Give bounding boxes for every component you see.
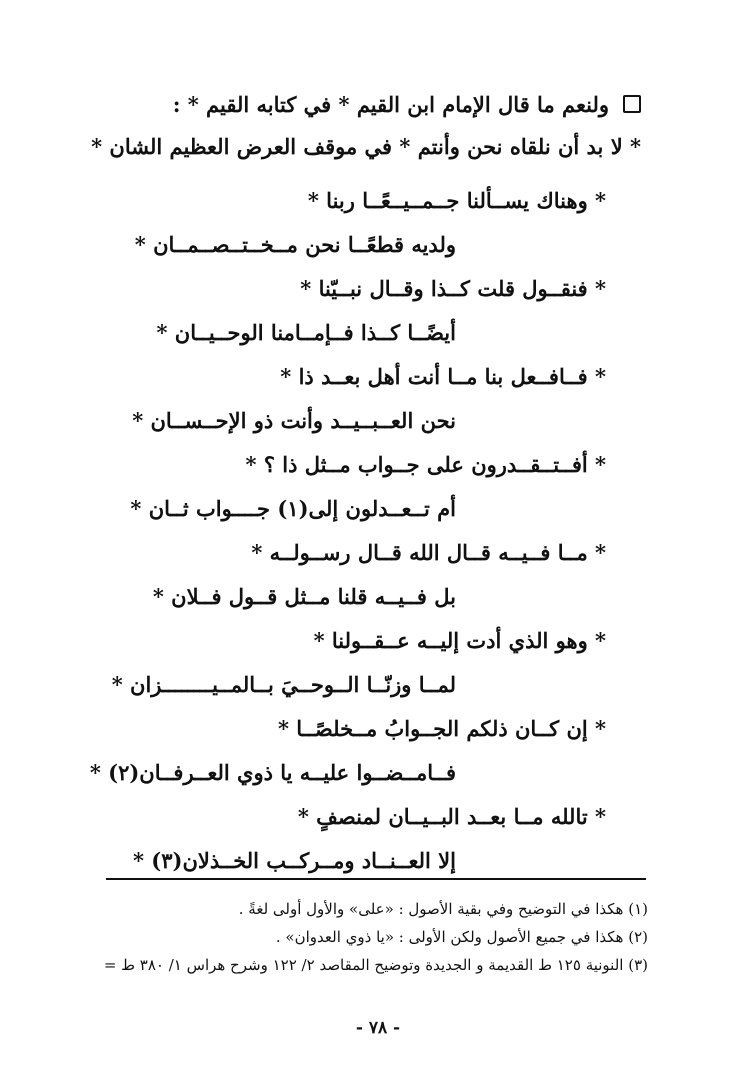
verse-line: * مــا فــيــه قــال الله قــال رســولــه * [251,540,606,565]
verse-line: * تالله مــا بعــد البــيــان لمنصفٍ * [297,804,606,829]
verse-line: * فــافــعل بنا مــا أنت أهل بعــد ذا * [280,364,606,389]
verse-line: أم تــعــدلون إلى(١) جــــواب ثــان * [130,496,456,521]
verse-line: أيضًــا كــذا فــإمــامنا الوحــيــان * [156,320,456,345]
verse-line: فــامــضــوا عليــه يا ذوي العــرفــان(٢) * [89,760,456,785]
verse-line: * فنقــول قلت كــذا وقــال نبــيّنا * [300,276,606,301]
verse-line: * أفــتــقــدرون على جــواب مــثل ذا ؟ * [245,452,606,477]
footnote-2: (٢) هكذا في جميع الأصول ولكن الأولى : «يا ذوي العدوان» . [275,928,648,946]
footnote-divider [106,878,646,880]
footnotes [68,895,648,979]
verse-line: ولديه قطعًــا نحن مــخــتــصــمــان * [134,232,456,257]
intro-line-2: * لا بد أن نلقاه نحن وأنتم * في موقف العرض العظيم الشان * [91,134,641,159]
footnote-1: (١) هكذا في التوضيح وفي بقية الأصول : «على» والأول أولى لغةً . [238,900,648,918]
page-number: - ٧٨ - [355,1018,401,1038]
verse-line: * إن كــان ذلكم الجــوابُ مــخلصًــا * [277,716,606,741]
verse-line: * وهو الذي أدت إليــه عــقــولنا * [313,628,606,653]
intro-text-1: ولنعم ما قال الإمام ابن القيم * في كتابه القيم * : [172,92,609,117]
verse-line: بل فــيــه قلنا مــثل قــول فــلان * [152,584,456,609]
verse-line: لمــا وزنّــا الــوحــيَ بــالمــيــــــــزان * [111,672,456,697]
verse-line: إلا العــنــاد ومــركــب الخــذلان(٣) * [133,848,456,873]
verse-line: * وهناك يســألنا جــمــيــعًــا ربنا * [307,188,606,213]
checkbox-bullet-icon [623,95,641,113]
footnote-3: (٣) النونية ١٢٥ ط القديمة و الجديدة وتوضيح المقاصد ٢/ ١٢٢ وشرح هراس ١/ ٣٨٠ ط = [103,956,648,974]
verse-line: نحن العــبــيــد وأنت ذو الإحــســان * [132,408,456,433]
intro-line-1 [81,84,641,126]
intro-block [81,84,641,168]
